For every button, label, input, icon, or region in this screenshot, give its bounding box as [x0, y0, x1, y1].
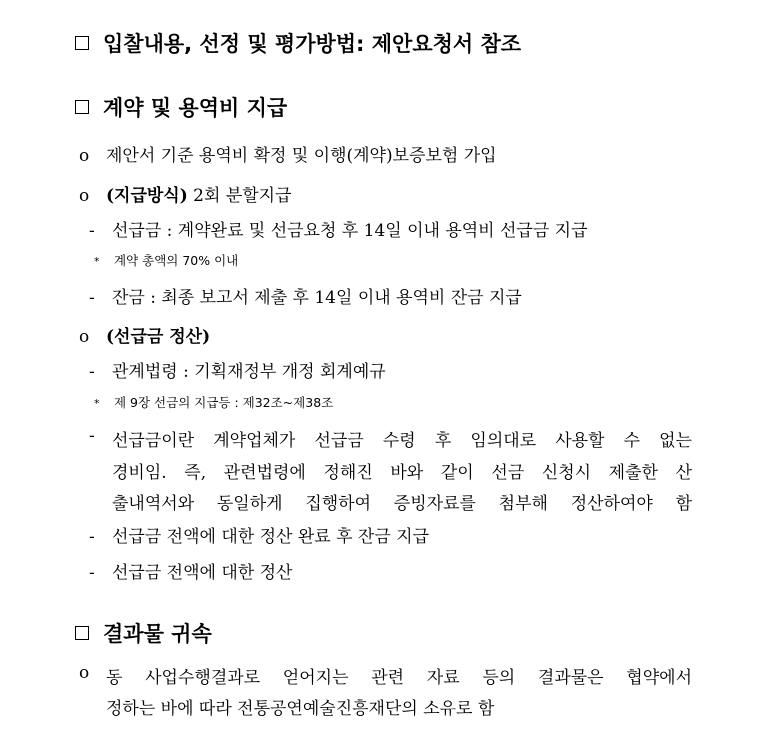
- sub-item-text: 선급금 전액에 대한 정산 완료 후 잔금 지급: [112, 527, 430, 547]
- dash-marker: -: [89, 426, 95, 446]
- bullet-payment-method: [79, 181, 292, 206]
- checkbox-square-icon: [75, 100, 89, 114]
- sub-item-full-settlement: [89, 558, 292, 583]
- bullet-text-line: 동 사업수행결과로 얻어지는 관련 자료 등의 결과물은 협약에서: [106, 668, 692, 688]
- bullet-marker: o: [79, 663, 90, 683]
- sub-item-settlement-complete: [89, 522, 429, 547]
- section-heading-results-ownership: [75, 618, 212, 648]
- sub-item-text: 관계법령 : 기획재정부 개정 회계예규: [112, 362, 386, 382]
- bullet-marker: o: [79, 146, 90, 166]
- bullet-text: 2회 분할지급: [187, 186, 292, 206]
- section-heading-contract-payment: [75, 92, 287, 122]
- bullet-results-ownership: [79, 663, 106, 683]
- dash-marker: -: [89, 527, 95, 547]
- sub-item-advance-payment: [89, 216, 588, 241]
- sub-item-text: 잔금 : 최종 보고서 제출 후 14일 이내 용역비 잔금 지급: [112, 288, 522, 308]
- checkbox-square-icon: [75, 626, 89, 640]
- bullet-marker: o: [79, 327, 90, 347]
- section-title: 입찰내용, 선정 및 평가방법: 제안요청서 참조: [103, 32, 522, 56]
- bullet-advance-settlement: [79, 322, 210, 347]
- bullet-marker: o: [79, 186, 90, 206]
- asterisk-marker: *: [94, 255, 100, 268]
- bullet-text: 제안서 기준 용역비 확정 및 이행(계약)보증보험 가입: [106, 146, 497, 166]
- bullet-proposal-basis: [79, 141, 497, 166]
- sub-item-text-line: 출내역서와 동일하게 집행하여 증빙자료를 첨부해 정산하여야 함: [112, 494, 692, 514]
- sub-item-text-line: 선급금이란 계약업체가 선급금 수령 후 임의대로 사용할 수 없는: [112, 431, 692, 451]
- sub-item-related-laws: [89, 357, 386, 382]
- dash-marker: -: [89, 362, 95, 382]
- dash-marker: -: [89, 221, 95, 241]
- bullet-bold-label: (지급방식): [106, 186, 188, 206]
- note-contract-total: [94, 251, 238, 269]
- sub-item-text-line: 경비임. 즉, 관련법령에 정해진 바와 같이 선금 신청시 제출한 산: [112, 463, 692, 483]
- section-title: 계약 및 용역비 지급: [103, 96, 288, 120]
- checkbox-square-icon: [75, 36, 89, 50]
- asterisk-marker: *: [94, 397, 100, 410]
- bullet-bold-label: (선급금 정산): [106, 327, 211, 347]
- sub-item-balance-payment: [89, 283, 522, 308]
- sub-item-text: 선급금 : 계약완료 및 선금요청 후 14일 이내 용역비 선급금 지급: [112, 221, 588, 241]
- sub-item-text: 선급금 전액에 대한 정산: [112, 563, 293, 583]
- note-text: 계약 총액의 70% 이내: [114, 253, 239, 268]
- bullet-text-line: 정하는 바에 따라 전통공연예술진흥재단의 소유로 함: [106, 699, 495, 719]
- section-title: 결과물 귀속: [103, 622, 212, 646]
- sub-item-advance-definition: [89, 426, 112, 446]
- dash-marker: -: [89, 563, 95, 583]
- note-chapter-9: [94, 393, 333, 411]
- note-text: 제 9장 선금의 지급등 : 제32조~제38조: [114, 395, 334, 410]
- dash-marker: -: [89, 288, 95, 308]
- section-heading-bidding: [75, 28, 521, 58]
